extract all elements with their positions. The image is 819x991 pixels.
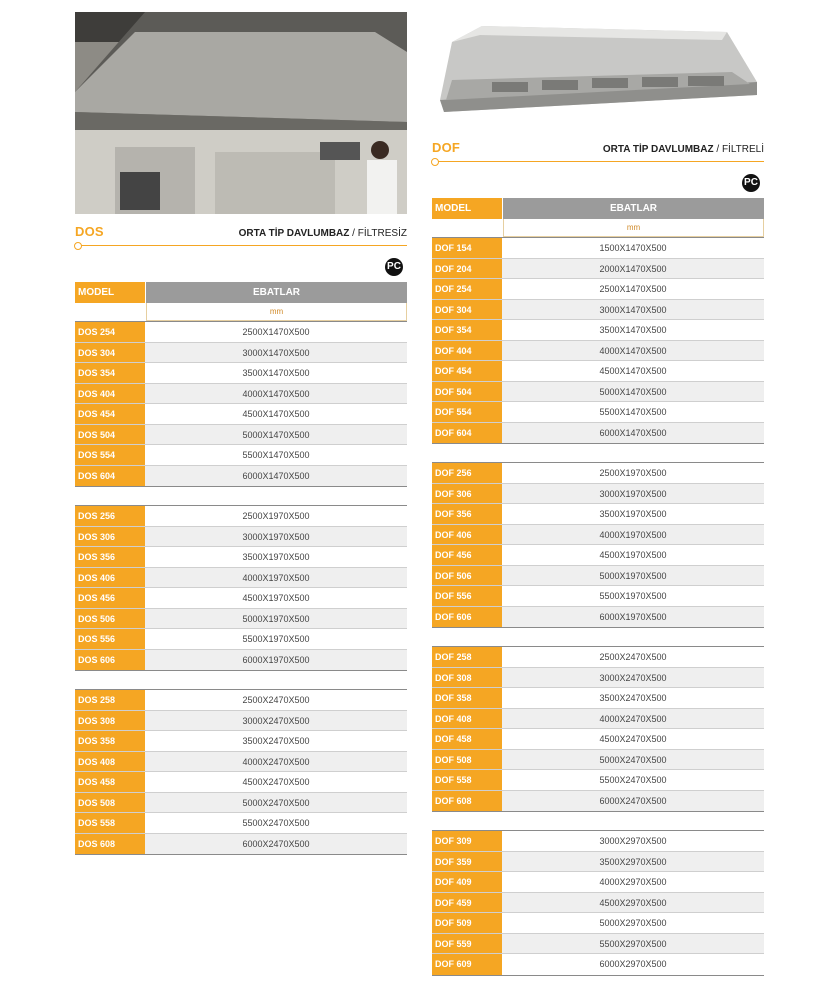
dof-tables	[432, 237, 764, 976]
model-cell: DOS 608	[75, 834, 145, 855]
table-row	[432, 259, 764, 280]
model-cell: DOF 608	[432, 791, 502, 812]
model-cell: DOF 309	[432, 831, 502, 851]
model-cell: DOF 506	[432, 566, 502, 586]
table-row	[432, 913, 764, 934]
table-row	[432, 668, 764, 689]
dimension-cell: 4000X1970X500	[145, 568, 407, 588]
model-group	[75, 321, 407, 487]
table-row	[75, 772, 407, 793]
dimension-cell: 5000X2470X500	[145, 793, 407, 813]
dimension-cell: 5000X2470X500	[502, 750, 764, 770]
dimension-cell: 3500X1970X500	[145, 547, 407, 567]
table-row	[432, 831, 764, 852]
table-row	[75, 650, 407, 671]
dimension-cell: 4500X2470X500	[502, 729, 764, 749]
dimension-cell: 3000X1470X500	[145, 343, 407, 363]
table-row	[432, 341, 764, 362]
table-row	[432, 525, 764, 546]
model-cell: DOS 458	[75, 772, 145, 792]
table-row	[75, 547, 407, 568]
table-row	[432, 709, 764, 730]
unit-label: mm	[146, 303, 407, 321]
dimension-cell: 4000X2470X500	[502, 709, 764, 729]
table-row	[75, 629, 407, 650]
model-cell: DOS 604	[75, 466, 145, 487]
group-spacer	[432, 812, 764, 830]
model-cell: DOS 556	[75, 629, 145, 649]
dimension-cell: 3000X1970X500	[145, 527, 407, 547]
model-cell: DOF 354	[432, 320, 502, 340]
dimension-cell: 3000X2970X500	[502, 831, 764, 851]
section-divider	[75, 245, 407, 246]
table-header	[432, 198, 764, 219]
cert-row	[75, 252, 407, 282]
dimension-cell: 4500X1470X500	[145, 404, 407, 424]
table-row	[75, 466, 407, 487]
dimension-cell: 3000X1970X500	[502, 484, 764, 504]
table-row	[432, 545, 764, 566]
model-cell: DOS 558	[75, 813, 145, 833]
dimension-cell: 6000X1470X500	[502, 423, 764, 444]
group-spacer	[432, 444, 764, 462]
table-row	[432, 586, 764, 607]
table-row	[75, 793, 407, 814]
dimension-cell: 4500X1970X500	[502, 545, 764, 565]
section-divider	[432, 161, 764, 162]
model-cell: DOF 358	[432, 688, 502, 708]
model-cell: DOF 409	[432, 872, 502, 892]
table-row	[75, 690, 407, 711]
unit-row	[75, 303, 407, 321]
dimension-cell: 3500X1970X500	[502, 504, 764, 524]
table-row	[432, 893, 764, 914]
table-row	[432, 402, 764, 423]
dimension-cell: 6000X2470X500	[502, 791, 764, 812]
dimension-cell: 4500X2470X500	[145, 772, 407, 792]
model-group	[432, 646, 764, 812]
table-row	[432, 279, 764, 300]
table-row	[75, 384, 407, 405]
model-cell: DOS 554	[75, 445, 145, 465]
table-row	[432, 872, 764, 893]
model-cell: DOS 454	[75, 404, 145, 424]
table-row	[75, 506, 407, 527]
table-row	[75, 568, 407, 589]
dimension-cell: 4500X2970X500	[502, 893, 764, 913]
dimension-cell: 3000X2470X500	[145, 711, 407, 731]
dimension-cell: 5500X2970X500	[502, 934, 764, 954]
table-row	[75, 813, 407, 834]
table-row	[432, 484, 764, 505]
model-cell: DOF 356	[432, 504, 502, 524]
model-cell: DOF 554	[432, 402, 502, 422]
model-cell: DOS 304	[75, 343, 145, 363]
model-cell: DOF 258	[432, 647, 502, 667]
table-row	[75, 834, 407, 855]
model-cell: DOF 558	[432, 770, 502, 790]
dimension-cell: 5000X1970X500	[145, 609, 407, 629]
table-row	[432, 791, 764, 812]
dimension-cell: 5000X1970X500	[502, 566, 764, 586]
model-cell: DOF 606	[432, 607, 502, 628]
unit-row	[432, 219, 764, 237]
table-row	[432, 852, 764, 873]
model-cell: DOS 358	[75, 731, 145, 751]
model-cell: DOS 506	[75, 609, 145, 629]
header-dimensions: EBATLAR	[146, 282, 407, 303]
table-row	[75, 363, 407, 384]
model-cell: DOF 609	[432, 954, 502, 975]
dimension-cell: 2000X1470X500	[502, 259, 764, 279]
model-cell: DOF 408	[432, 709, 502, 729]
dos-column	[75, 12, 407, 855]
dimension-cell: 4500X1970X500	[145, 588, 407, 608]
dimension-cell: 6000X2470X500	[145, 834, 407, 855]
model-cell: DOF 306	[432, 484, 502, 504]
dimension-cell: 2500X1470X500	[145, 322, 407, 342]
dimension-cell: 5500X1970X500	[502, 586, 764, 606]
table-row	[75, 343, 407, 364]
section-title: ORTA TİP DAVLUMBAZ / FİLTRESİZ	[238, 228, 407, 239]
dimension-cell: 5500X1470X500	[502, 402, 764, 422]
model-cell: DOS 308	[75, 711, 145, 731]
table-row	[432, 504, 764, 525]
dimension-cell: 6000X1970X500	[145, 650, 407, 671]
model-cell: DOF 308	[432, 668, 502, 688]
dimension-cell: 4000X2470X500	[145, 752, 407, 772]
dimension-cell: 5500X1470X500	[145, 445, 407, 465]
table-row	[432, 729, 764, 750]
model-cell: DOF 454	[432, 361, 502, 381]
dimension-cell: 1500X1470X500	[502, 238, 764, 258]
model-cell: DOS 258	[75, 690, 145, 710]
table-row	[432, 770, 764, 791]
table-row	[432, 750, 764, 771]
dos-tables	[75, 321, 407, 855]
hood-product-photo	[432, 20, 764, 132]
table-row	[432, 607, 764, 628]
dimension-cell: 3000X1470X500	[502, 300, 764, 320]
dimension-cell: 3500X1470X500	[502, 320, 764, 340]
table-row	[432, 934, 764, 955]
model-cell: DOS 504	[75, 425, 145, 445]
table-row	[75, 609, 407, 630]
table-row	[432, 423, 764, 444]
table-row	[75, 731, 407, 752]
dimension-cell: 3000X2470X500	[502, 668, 764, 688]
model-cell: DOS 256	[75, 506, 145, 526]
model-cell: DOF 556	[432, 586, 502, 606]
kitchen-hood-photo	[75, 12, 407, 214]
dimension-cell: 5500X2470X500	[502, 770, 764, 790]
table-row	[75, 425, 407, 446]
section-code: DOS	[75, 224, 104, 239]
header-model: MODEL	[75, 282, 145, 303]
header-dimensions: EBATLAR	[503, 198, 764, 219]
cert-row	[432, 168, 764, 198]
table-row	[75, 752, 407, 773]
table-row	[75, 588, 407, 609]
table-row	[432, 647, 764, 668]
model-cell: DOF 459	[432, 893, 502, 913]
model-cell: DOF 508	[432, 750, 502, 770]
model-cell: DOF 458	[432, 729, 502, 749]
table-row	[75, 711, 407, 732]
table-row	[75, 445, 407, 466]
dimension-cell: 3500X2470X500	[502, 688, 764, 708]
dimension-cell: 2500X1970X500	[145, 506, 407, 526]
model-cell: DOS 404	[75, 384, 145, 404]
model-cell: DOF 256	[432, 463, 502, 483]
model-cell: DOS 254	[75, 322, 145, 342]
dimension-cell: 2500X1470X500	[502, 279, 764, 299]
dof-section-header	[432, 134, 764, 168]
dos-section-header	[75, 218, 407, 252]
dimension-cell: 5000X2970X500	[502, 913, 764, 933]
model-group	[75, 689, 407, 855]
model-group	[432, 462, 764, 628]
table-row	[75, 527, 407, 548]
group-spacer	[75, 671, 407, 689]
dimension-cell: 4000X1470X500	[145, 384, 407, 404]
dimension-cell: 3500X1470X500	[145, 363, 407, 383]
table-row	[432, 320, 764, 341]
model-cell: DOF 406	[432, 525, 502, 545]
model-cell: DOS 354	[75, 363, 145, 383]
model-cell: DOF 456	[432, 545, 502, 565]
dimension-cell: 2500X2470X500	[502, 647, 764, 667]
table-header	[75, 282, 407, 303]
table-row	[432, 566, 764, 587]
dimension-cell: 3500X2470X500	[145, 731, 407, 751]
dimension-cell: 6000X2970X500	[502, 954, 764, 975]
model-cell: DOS 606	[75, 650, 145, 671]
table-row	[432, 238, 764, 259]
model-cell: DOS 408	[75, 752, 145, 772]
dimension-cell: 3500X2970X500	[502, 852, 764, 872]
pct-certification-icon: PC	[385, 258, 403, 276]
model-cell: DOF 154	[432, 238, 502, 258]
unit-label: mm	[503, 219, 764, 237]
model-cell: DOF 559	[432, 934, 502, 954]
table-row	[432, 954, 764, 975]
dimension-cell: 5500X1970X500	[145, 629, 407, 649]
model-cell: DOF 254	[432, 279, 502, 299]
model-cell: DOF 304	[432, 300, 502, 320]
model-cell: DOS 406	[75, 568, 145, 588]
model-cell: DOS 456	[75, 588, 145, 608]
model-cell: DOF 204	[432, 259, 502, 279]
dimension-cell: 2500X2470X500	[145, 690, 407, 710]
model-cell: DOF 359	[432, 852, 502, 872]
model-group	[75, 505, 407, 671]
model-cell: DOS 356	[75, 547, 145, 567]
model-group	[432, 830, 764, 976]
table-row	[432, 382, 764, 403]
table-row	[432, 688, 764, 709]
group-spacer	[432, 628, 764, 646]
model-cell: DOF 509	[432, 913, 502, 933]
header-model: MODEL	[432, 198, 502, 219]
dimension-cell: 6000X1470X500	[145, 466, 407, 487]
table-row	[432, 300, 764, 321]
section-code: DOF	[432, 140, 461, 155]
model-cell: DOS 508	[75, 793, 145, 813]
model-cell: DOF 404	[432, 341, 502, 361]
table-row	[75, 322, 407, 343]
dimension-cell: 4000X1470X500	[502, 341, 764, 361]
dimension-cell: 4000X1970X500	[502, 525, 764, 545]
dimension-cell: 4000X2970X500	[502, 872, 764, 892]
section-title: ORTA TİP DAVLUMBAZ / FİLTRELİ	[602, 144, 764, 155]
dof-column	[432, 12, 764, 976]
dimension-cell: 5000X1470X500	[502, 382, 764, 402]
model-group	[432, 237, 764, 444]
dimension-cell: 2500X1970X500	[502, 463, 764, 483]
model-cell: DOF 604	[432, 423, 502, 444]
table-row	[432, 463, 764, 484]
group-spacer	[75, 487, 407, 505]
model-cell: DOF 504	[432, 382, 502, 402]
dimension-cell: 6000X1970X500	[502, 607, 764, 628]
dimension-cell: 5000X1470X500	[145, 425, 407, 445]
dimension-cell: 4500X1470X500	[502, 361, 764, 381]
table-row	[432, 361, 764, 382]
pct-certification-icon: PC	[742, 174, 760, 192]
dimension-cell: 5500X2470X500	[145, 813, 407, 833]
model-cell: DOS 306	[75, 527, 145, 547]
table-row	[75, 404, 407, 425]
